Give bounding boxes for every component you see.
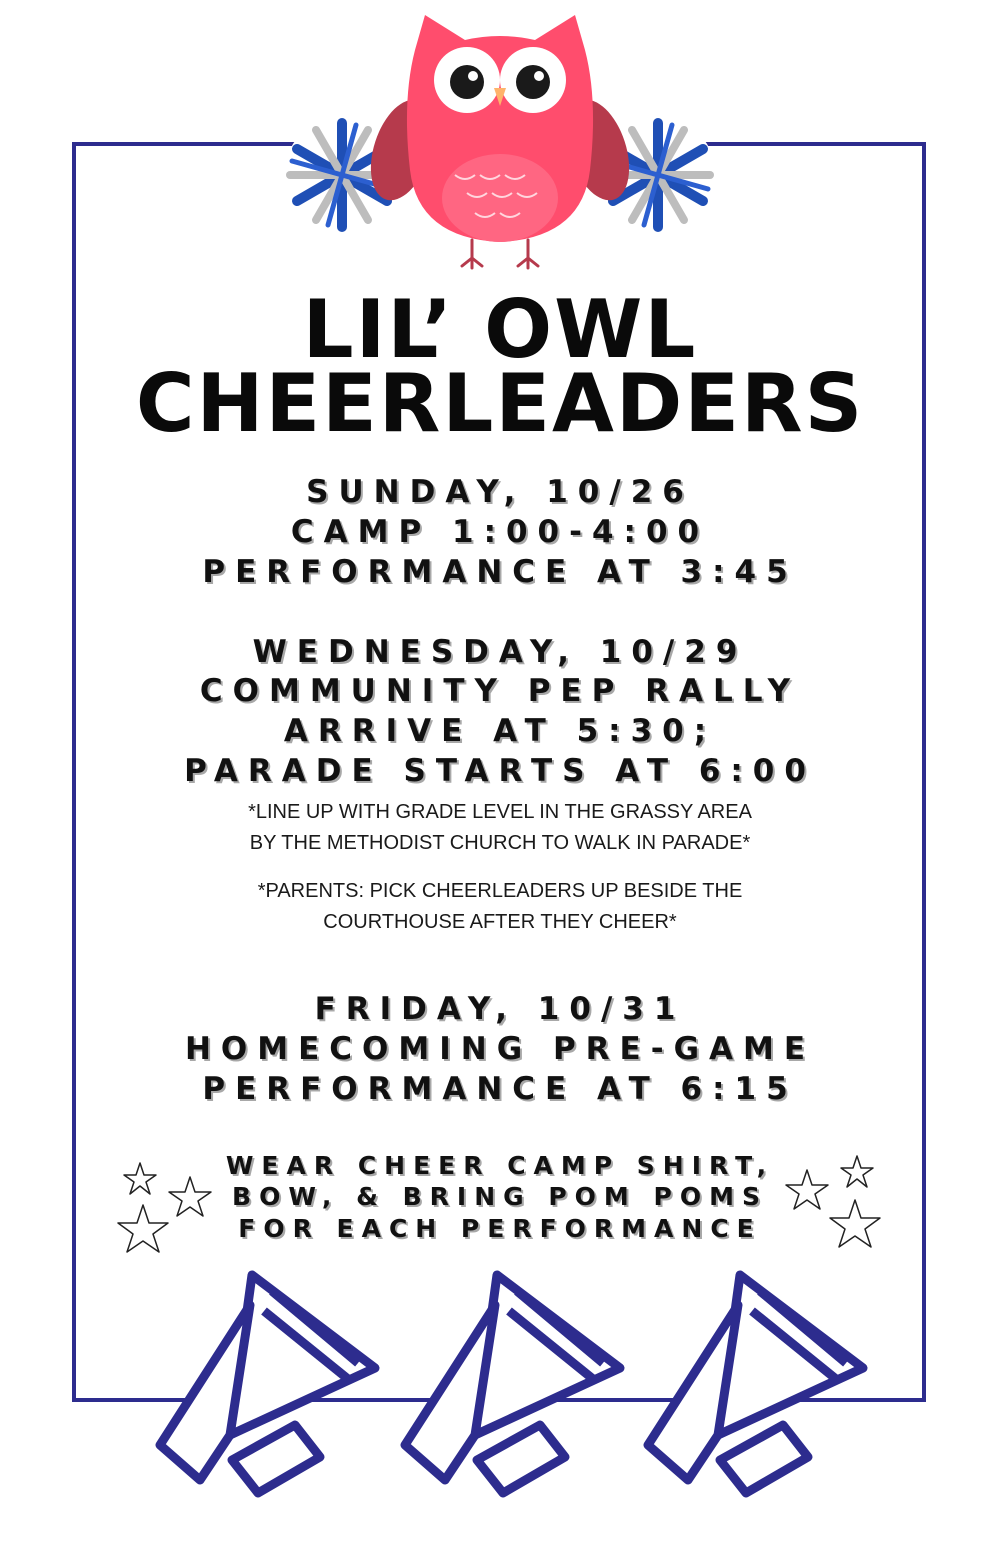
event-2-line-3: ARRIVE AT 5:30; — [283, 713, 717, 749]
owl-mascot-icon — [280, 10, 720, 270]
event-2-line-1: WEDNESDAY, 10/29 — [252, 634, 748, 670]
title-line-1: LIL’ OWL — [302, 283, 698, 376]
note-lineup-2: BY THE METHODIST CHURCH TO WALK IN PARADE* — [249, 832, 751, 854]
event-3-line-2: HOMECOMING PRE-GAME — [184, 1031, 816, 1067]
reminder-line-2: BOW, & BRING POM POMS — [232, 1182, 768, 1211]
event-1-line-3: PERFORMANCE AT 3:45 — [202, 554, 798, 590]
event-3-line-1: FRIDAY, 10/31 — [314, 991, 686, 1027]
note-parents-2: COURTHOUSE AFTER THEY CHEER* — [323, 911, 677, 933]
stars-right-icon — [775, 1150, 895, 1260]
megaphone-left-icon — [140, 1265, 390, 1505]
event-3-line-3: PERFORMANCE AT 6:15 — [202, 1071, 798, 1107]
stars-left-icon — [110, 1155, 230, 1265]
reminder-line-1: WEAR CHEER CAMP SHIRT, — [225, 1151, 775, 1180]
event-2-line-2: COMMUNITY PEP RALLY — [199, 673, 801, 709]
title-line-2: CHEERLEADERS — [135, 357, 865, 450]
note-parents-1: *PARENTS: PICK CHEERLEADERS UP BESIDE THE — [257, 880, 743, 902]
megaphone-middle-icon — [385, 1265, 635, 1505]
note-lineup-1: *LINE UP WITH GRADE LEVEL IN THE GRASSY AREA — [248, 801, 752, 823]
reminder-line-3: FOR EACH PERFORMANCE — [238, 1214, 762, 1243]
event-1-line-1: SUNDAY, 10/26 — [306, 474, 694, 510]
megaphone-right-icon — [628, 1265, 878, 1505]
event-1-line-2: CAMP 1:00-4:00 — [290, 514, 710, 550]
event-2-line-4: PARADE STARTS AT 6:00 — [184, 753, 816, 789]
